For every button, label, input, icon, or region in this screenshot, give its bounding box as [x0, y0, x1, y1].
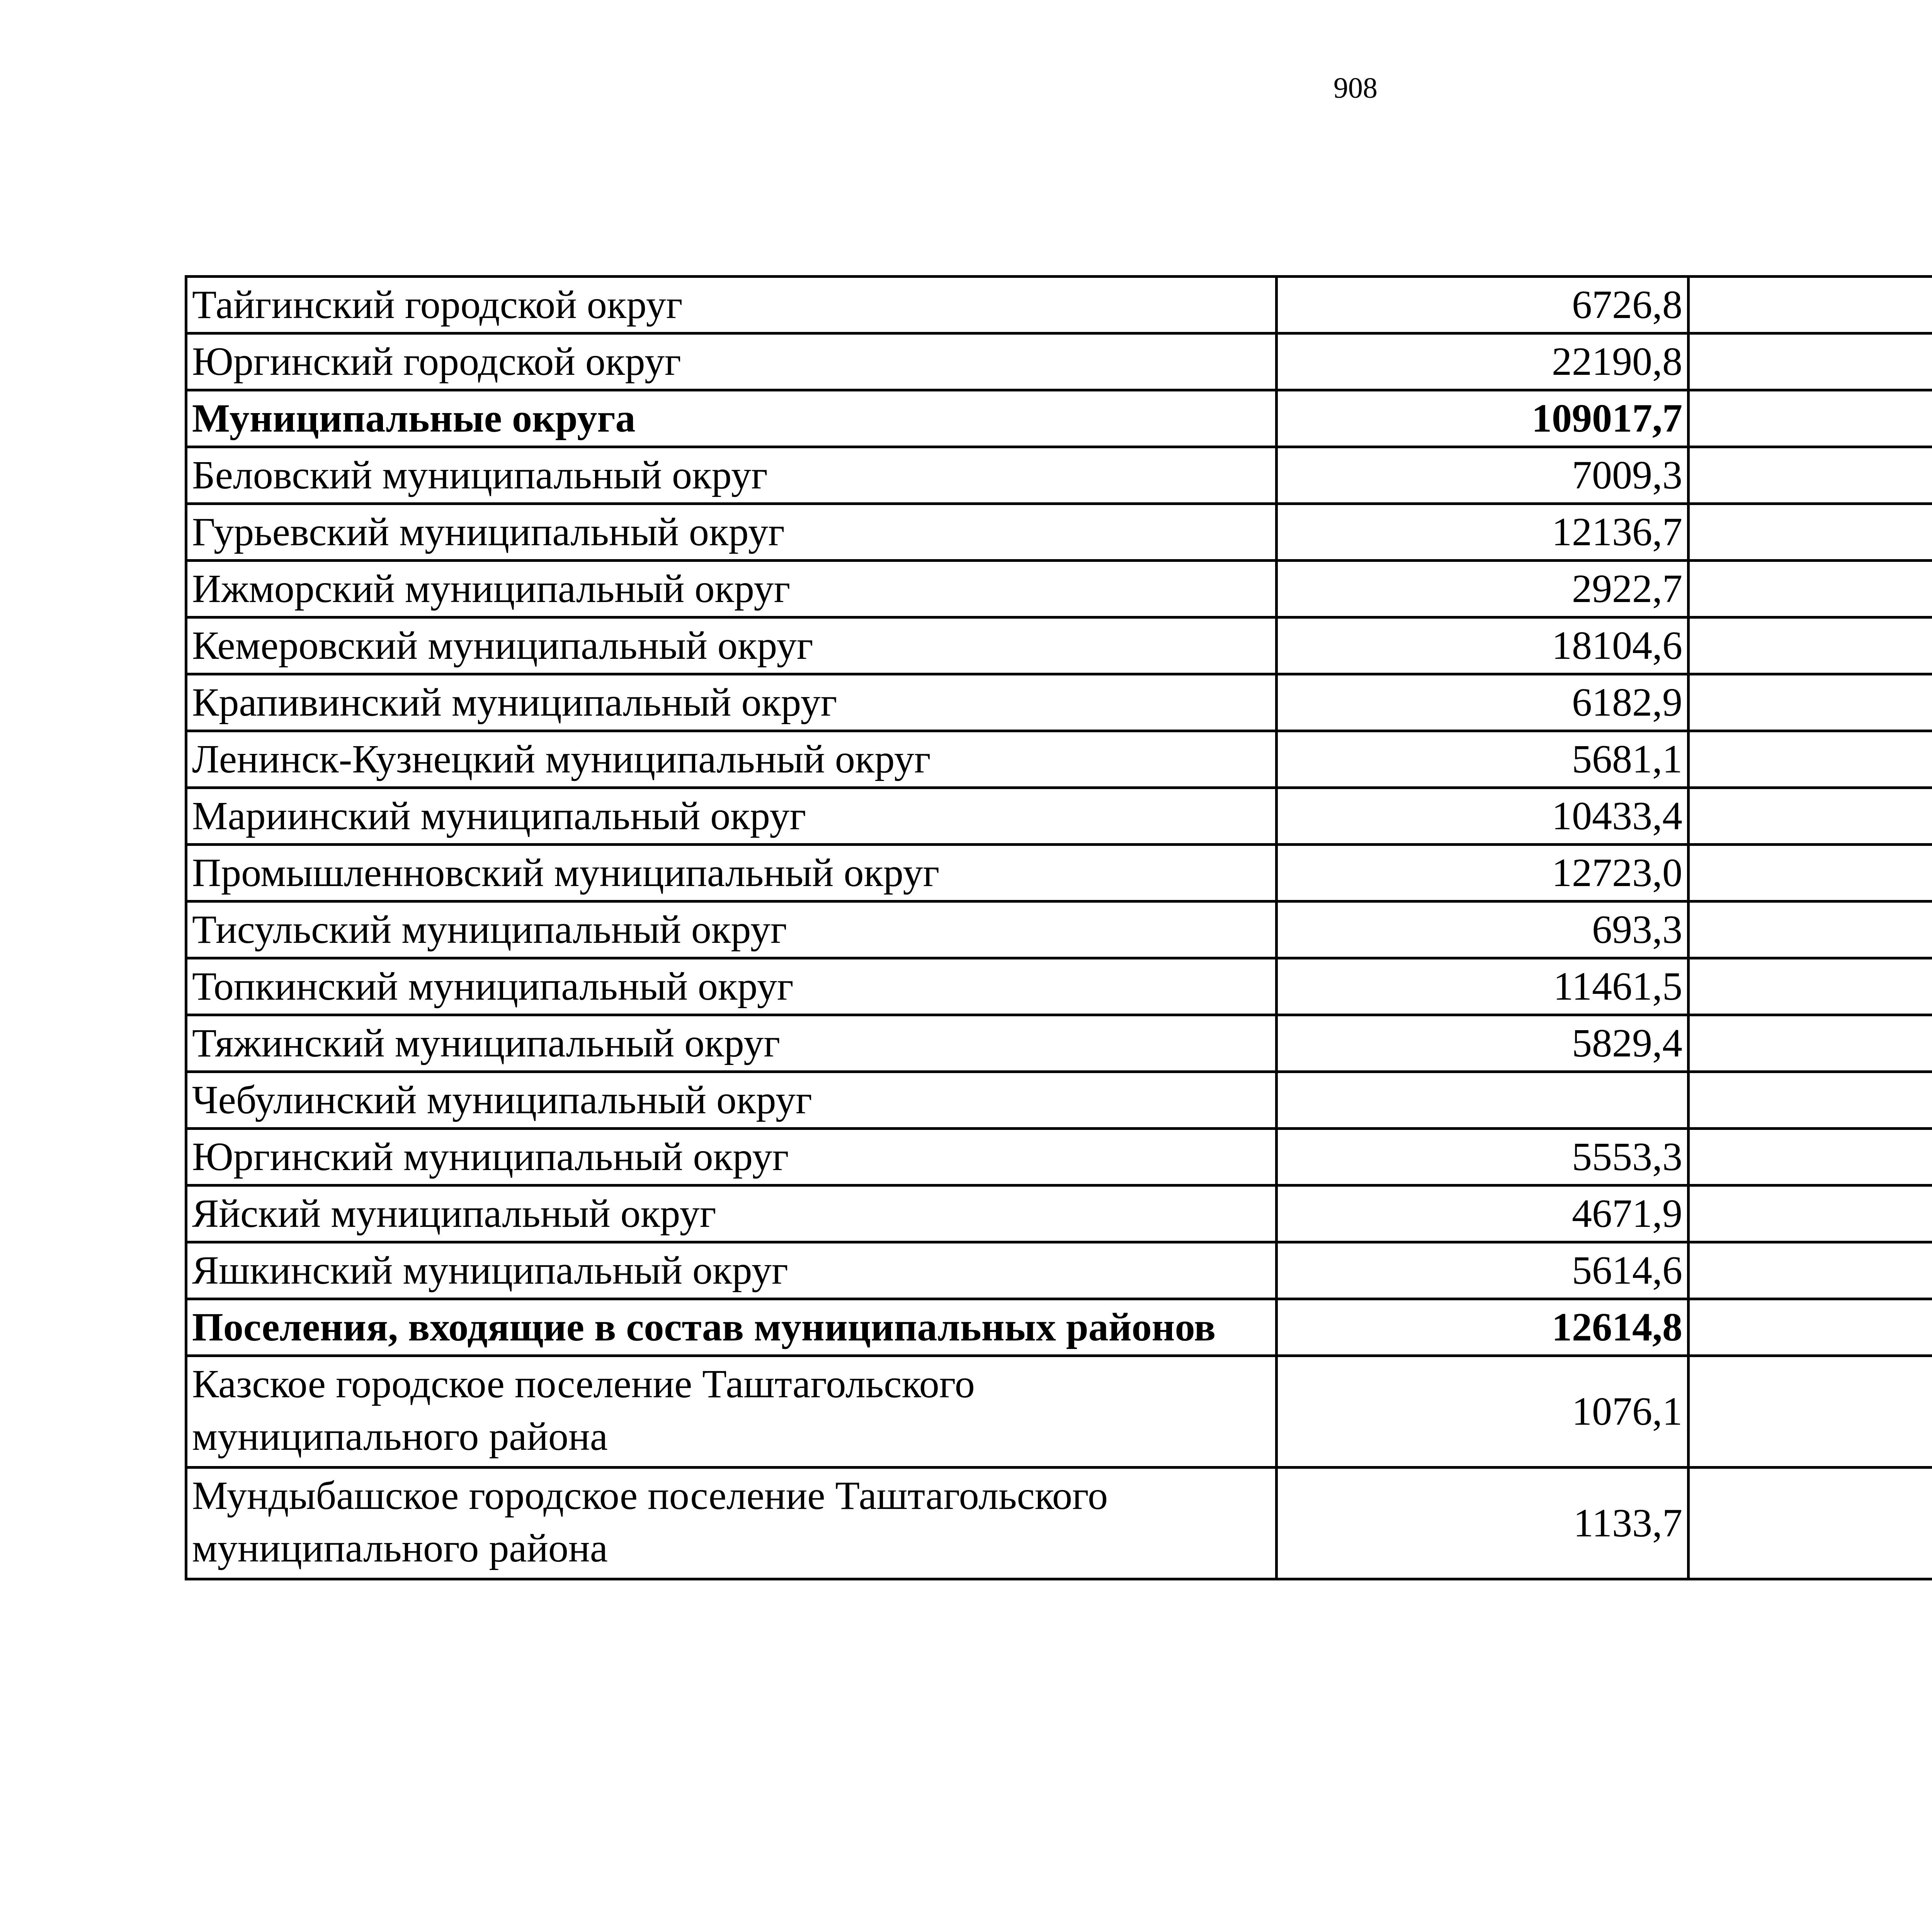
table-row	[186, 504, 1932, 561]
table-row	[186, 617, 1932, 674]
table-row	[186, 1186, 1932, 1242]
value-cell-2	[1689, 1072, 1932, 1129]
budget-table	[185, 275, 1932, 1580]
row-name-cell: Крапивинский муниципальный округ	[186, 674, 1277, 731]
page-number: 908	[1333, 72, 1378, 104]
table-row	[186, 845, 1932, 902]
value-cell-1: 18104,6	[1277, 617, 1689, 674]
row-name-cell: Юргинский муниципальный округ	[186, 1129, 1277, 1186]
row-name-cell: Кемеровский муниципальный округ	[186, 617, 1277, 674]
table-row	[186, 1072, 1932, 1129]
row-name-cell: Муниципальные округа	[186, 390, 1277, 447]
table-row	[186, 958, 1932, 1015]
row-name-cell: Чебулинский муниципальный округ	[186, 1072, 1277, 1129]
table-row	[186, 561, 1932, 617]
row-name-cell: Гурьевский муниципальный округ	[186, 504, 1277, 561]
row-name-cell: Тяжинский муниципальный округ	[186, 1015, 1277, 1072]
value-cell-2	[1689, 1299, 1932, 1356]
value-cell-2	[1689, 1186, 1932, 1242]
table-row	[186, 902, 1932, 958]
value-cell-1: 5829,4	[1277, 1015, 1689, 1072]
row-name-cell: Мундыбашское городское поселение Таштагольского муниципального района	[186, 1468, 1277, 1579]
table-row	[186, 1468, 1932, 1579]
row-name-cell: Тисульский муниципальный округ	[186, 902, 1277, 958]
value-cell-2	[1689, 617, 1932, 674]
value-cell-1: 693,3	[1277, 902, 1689, 958]
value-cell-2	[1689, 788, 1932, 845]
value-cell-2	[1689, 504, 1932, 561]
table-row	[186, 1242, 1932, 1299]
value-cell-1: 5681,1	[1277, 731, 1689, 788]
subtotal-row	[186, 390, 1932, 447]
row-name-cell: Топкинский муниципальный округ	[186, 958, 1277, 1015]
value-cell-2	[1689, 1356, 1932, 1468]
value-cell-2	[1689, 1242, 1932, 1299]
value-cell-1: 1133,7	[1277, 1468, 1689, 1579]
value-cell-1: 5553,3	[1277, 1129, 1689, 1186]
table-row	[186, 277, 1932, 333]
value-cell-1: 12614,8	[1277, 1299, 1689, 1356]
row-name-cell: Поселения, входящие в состав муниципальных районов	[186, 1299, 1277, 1356]
value-cell-2	[1689, 1015, 1932, 1072]
value-cell-1: 4671,9	[1277, 1186, 1689, 1242]
table-row	[186, 1356, 1932, 1468]
value-cell-2	[1689, 447, 1932, 504]
table-row	[186, 1015, 1932, 1072]
table-row	[186, 1129, 1932, 1186]
value-cell-1: 7009,3	[1277, 447, 1689, 504]
row-name-cell: Яшкинский муниципальный округ	[186, 1242, 1277, 1299]
value-cell-2	[1689, 277, 1932, 333]
table-row	[186, 788, 1932, 845]
value-cell-1: 12723,0	[1277, 845, 1689, 902]
value-cell-1	[1277, 1072, 1689, 1129]
value-cell-2	[1689, 731, 1932, 788]
value-cell-1: 12136,7	[1277, 504, 1689, 561]
value-cell-1: 109017,7	[1277, 390, 1689, 447]
value-cell-2	[1689, 1468, 1932, 1579]
value-cell-1: 1076,1	[1277, 1356, 1689, 1468]
row-name-cell: Мариинский муниципальный округ	[186, 788, 1277, 845]
value-cell-2	[1689, 390, 1932, 447]
value-cell-1: 6182,9	[1277, 674, 1689, 731]
value-cell-1: 10433,4	[1277, 788, 1689, 845]
row-name-cell: Промышленновский муниципальный округ	[186, 845, 1277, 902]
value-cell-2	[1689, 674, 1932, 731]
table-row	[186, 333, 1932, 390]
table-row	[186, 674, 1932, 731]
value-cell-2	[1689, 1129, 1932, 1186]
table-row	[186, 447, 1932, 504]
value-cell-2	[1689, 845, 1932, 902]
row-name-cell: Ижморский муниципальный округ	[186, 561, 1277, 617]
value-cell-1: 11461,5	[1277, 958, 1689, 1015]
subtotal-row	[186, 1299, 1932, 1356]
value-cell-1: 22190,8	[1277, 333, 1689, 390]
value-cell-1: 6726,8	[1277, 277, 1689, 333]
row-name-cell: Ленинск-Кузнецкий муниципальный округ	[186, 731, 1277, 788]
row-name-cell: Яйский муниципальный округ	[186, 1186, 1277, 1242]
row-name-cell: Беловский муниципальный округ	[186, 447, 1277, 504]
value-cell-2	[1689, 902, 1932, 958]
row-name-cell: Тайгинский городской округ	[186, 277, 1277, 333]
value-cell-2	[1689, 958, 1932, 1015]
table-row	[186, 731, 1932, 788]
row-name-cell: Казское городское поселение Таштагольского муниципального района	[186, 1356, 1277, 1468]
row-name-cell: Юргинский городской округ	[186, 333, 1277, 390]
value-cell-1: 5614,6	[1277, 1242, 1689, 1299]
value-cell-2	[1689, 561, 1932, 617]
value-cell-1: 2922,7	[1277, 561, 1689, 617]
value-cell-2	[1689, 333, 1932, 390]
